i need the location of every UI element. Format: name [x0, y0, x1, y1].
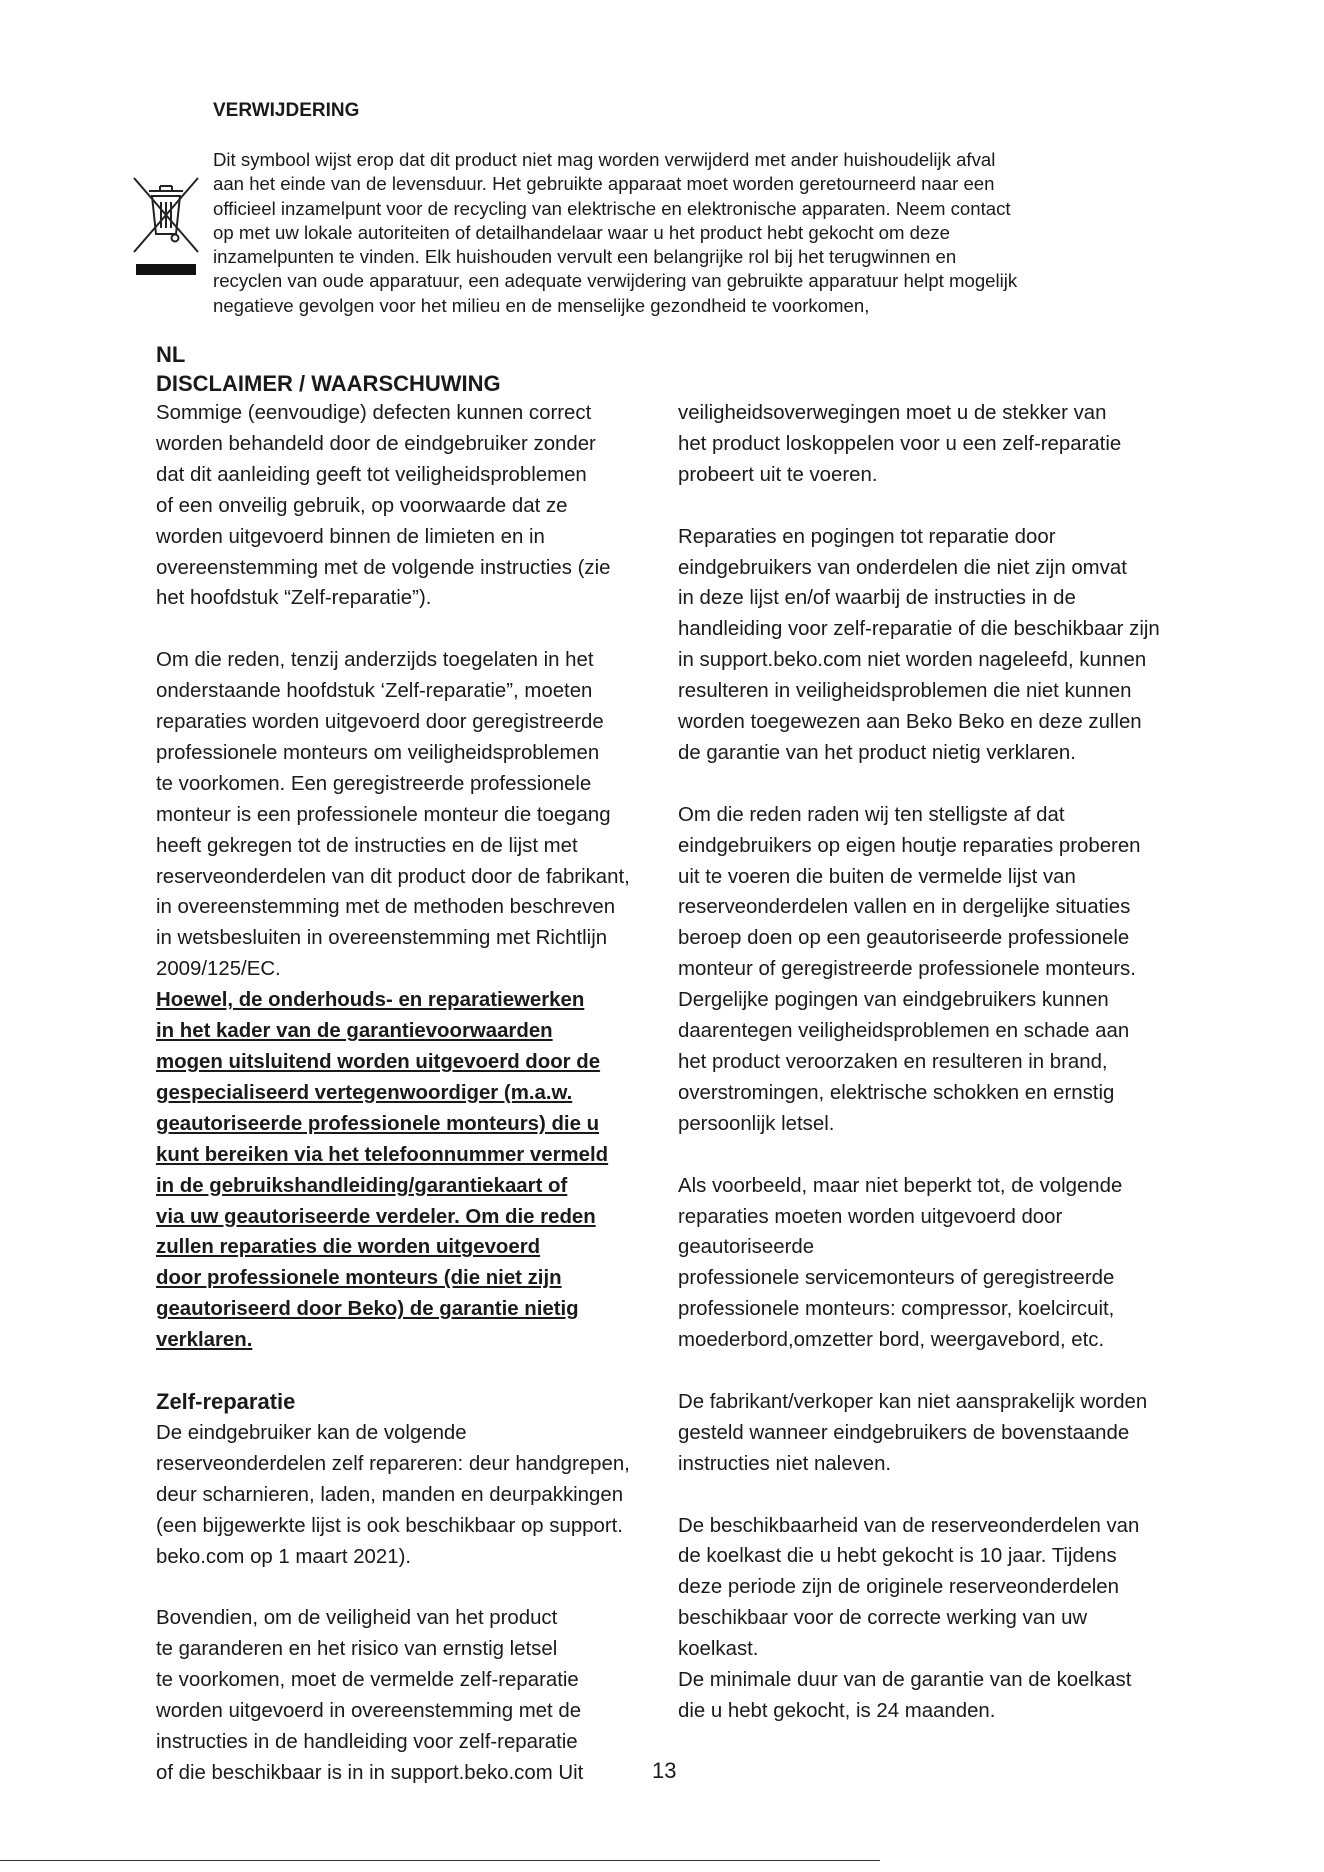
disposal-text	[213, 148, 1133, 318]
text-line: aan het einde van de levensduur. Het gebruikte apparaat moet worden geretourneerd naar een	[213, 173, 995, 195]
paragraph: Sommige (eenvoudige) defecten kunnen correct worden behandeld door de eindgebruiker zonder dat dit aanleiding geeft tot veiligheidsproblemen of een onveilig gebruik, op voorwaarde dat ze worden uitgevoerd binnen de limieten en in overeenstemming met de volgende instructies (zie het hoofdstuk “Zelf-reparatie”).	[156, 402, 611, 610]
paragraph: De eindgebruiker kan de volgende reserveonderdelen zelf repareren: deur handgrepen, deur scharnieren, laden, manden en deurpakkingen (een bijgewerkte lijst is ook beschikbaar op support. beko.com op 1 maart 2021).	[156, 1421, 630, 1568]
paragraph: Reparaties en pogingen tot reparatie door eindgebruikers van onderdelen die niet zijn omvat in deze lijst en/of waarbij de instructies in de handleiding voor zelf-reparatie of die beschikbaar zijn in support.beko.com niet worden nageleefd, kunnen resulteren in veiligheidsproblemen die niet kunnen worden toegewezen aan Beko Beko en deze zullen de garantie van het product nietig verklaren.	[678, 525, 1160, 764]
paragraph: De fabrikant/verkoper kan niet aansprakelijk worden gesteld wanneer eindgebruikers de bovenstaande instructies niet naleven.	[678, 1390, 1148, 1475]
paragraph: Als voorbeeld, maar niet beperkt tot, de volgende reparaties moeten worden uitgevoerd door geautoriseerde professionele servicemonteurs of geregistreerde professionele monteurs: compressor, koelcircuit, moederbord,omzetter bord, weergavebord, etc.	[678, 1174, 1123, 1352]
text-line: Dit symbool wijst erop dat dit product niet mag worden verwijderd met ander huishoudelijk afval	[213, 149, 996, 170]
disclaimer-title: DISCLAIMER / WAARSCHUWING	[156, 371, 501, 396]
paragraph: Bovendien, om de veiligheid van het product te garanderen en het risico van ernstig letsel te voorkomen, moet de vermelde zelf-reparatie worden uitgevoerd in overeenstemming met de instructies in de handleiding voor zelf-reparatie of die beschikbaar is in in support.beko.com Uit	[156, 1607, 584, 1784]
page-number: 13	[652, 1758, 677, 1783]
paragraph: veiligheidsoverwegingen moet u de stekker van het product loskoppelen voor u een zelf-reparatie probeert uit te voeren.	[678, 402, 1122, 486]
warranty-warning: Hoewel, de onderhouds- en reparatiewerken in het kader van de garantievoorwaarden mogen uitsluitend worden uitgevoerd door de gespecialiseerd vertegenwoordiger (m.a.w. geautoriseerde professionele monteurs) die u kunt bereiken via het telefoonnummer vermeld in de gebruikshandleiding/garantiekaart of via uw geautoriseerde verdeler. Om die reden zullen reparaties die worden uitgevoerd door professionele monteurs (die niet zijn geautoriseerd door Beko) de garantie nietig verklaren.	[156, 989, 609, 1352]
text-line: negatieve gevolgen voor het milieu en de menselijke gezondheid te voorkomen,	[213, 294, 870, 316]
paragraph: Om die reden raden wij ten stelligste af dat eindgebruikers op eigen houtje reparaties proberen uit te voeren die buiten de vermelde lijst van reserveonderdelen vallen en in dergelijke situaties beroep doen op een geautoriseerde professionele monteur of geregistreerde professionele monteurs. Dergelijke pogingen van eindgebruikers kunnen daarentegen veiligheidsproblemen en schade aan het product veroorzaken en resulteren in brand, overstromingen, elektrische schokken en ernstig persoonlijk letsel.	[678, 803, 1141, 1135]
paragraph: Om die reden, tenzij anderzijds toegelaten in het onderstaande hoofdstuk ‘Zelf-reparatie”, moeten reparaties worden uitgevoerd door geregistreerde professionele monteurs om veiligheidsproblemen te voorkomen. Een geregistreerde professionele monteur is een professionele monteur die toegang heeft gekregen tot de instructies en de lijst met reserveonderdelen van dit product door de fabrikant, in overeenstemming met de methoden beschreven in wetsbesluiten in overeenstemming met Richtlijn 2009/125/EC.	[156, 649, 630, 981]
text-line: recyclen van oude apparatuur, een adequate verwijdering van gebruikte apparatuur helpt mogelijk	[213, 270, 1018, 292]
text-line: inzamelpunten te vinden. Elk huishouden vervult een belangrijke rol bij het terugwinnen en	[213, 246, 957, 268]
disposal-title: VERWIJDERING	[213, 100, 360, 121]
text-line: op met uw lokale autoriteiten of detailhandelaar waar u het product hebt gekocht om deze	[213, 221, 950, 243]
paragraph: De beschikbaarheid van de reserveonderdelen van de koelkast die u hebt gekocht is 10 jaar. Tijdens deze periode zijn de originele reserveonderdelen beschikbaar voor de correcte werking van uw koelkast. De minimale duur van de garantie van de koelkast die u hebt gekocht, is 24 maanden.	[678, 1514, 1140, 1722]
right-column	[678, 398, 1198, 1727]
section-header	[156, 340, 501, 398]
text-line: officieel inzamelpunt voor de recycling van elektrische en elektronische apparaten. Neem contact	[213, 197, 1011, 219]
language-label: NL	[156, 342, 186, 367]
self-repair-title: Zelf-reparatie	[156, 1388, 296, 1414]
crossed-out-wheelie-bin-icon	[130, 172, 202, 280]
left-column	[156, 398, 676, 1789]
footer-divider	[0, 1860, 880, 1861]
